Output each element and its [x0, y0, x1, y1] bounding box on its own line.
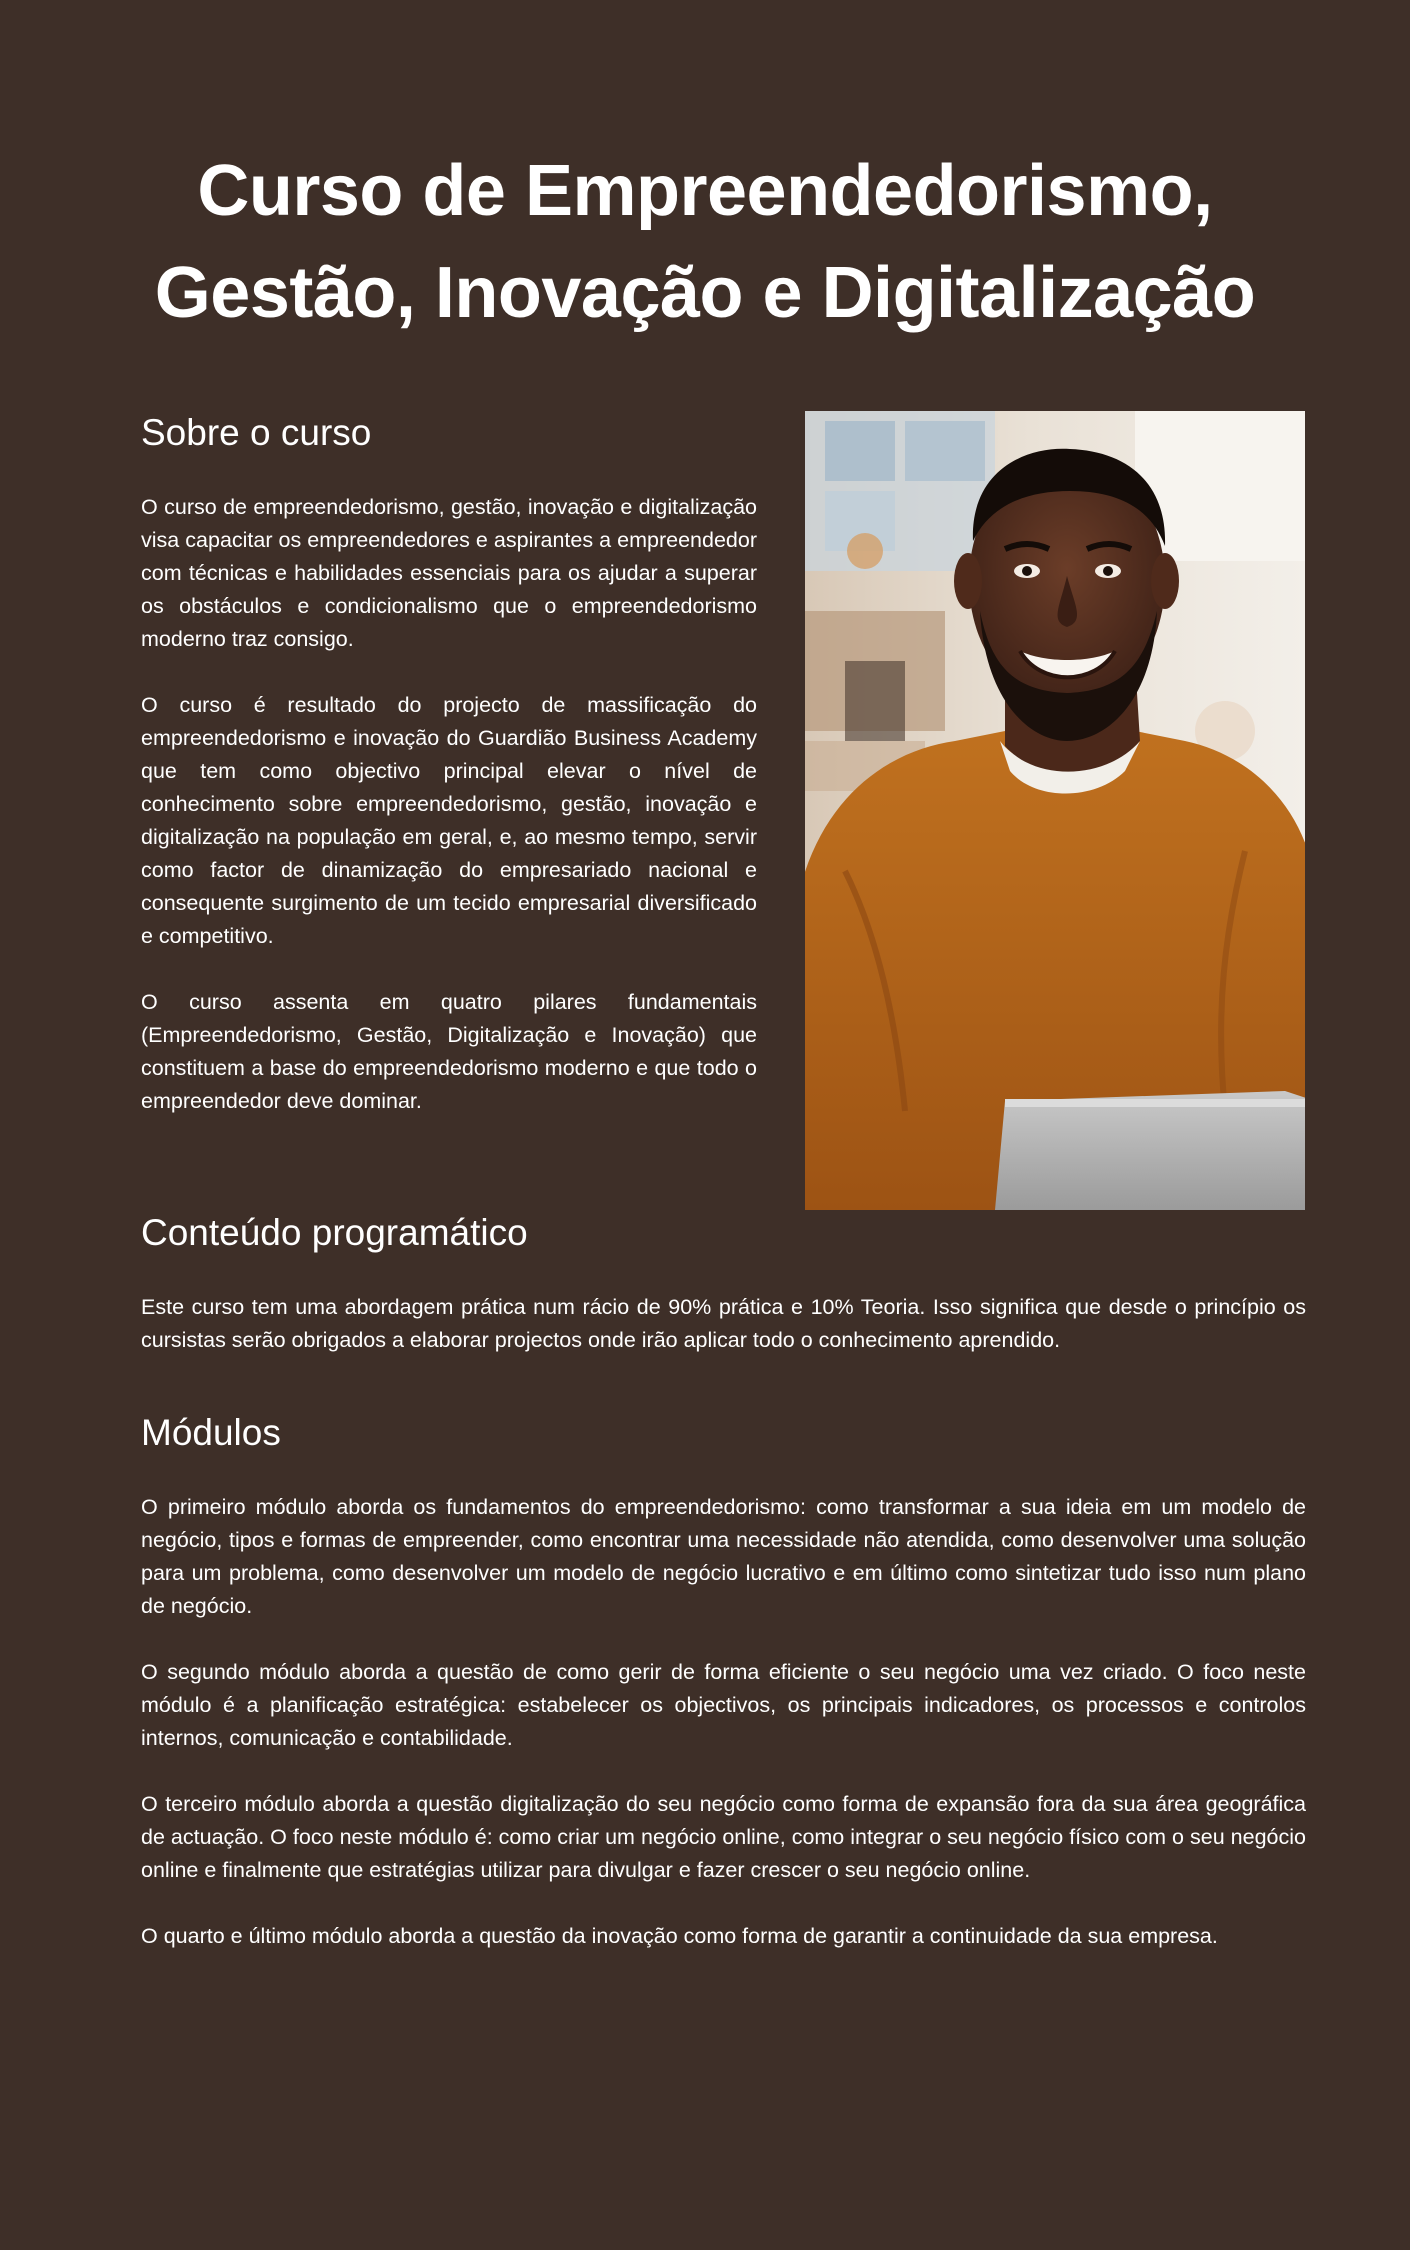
page-title-line-2: Gestão, Inovação e Digitalização — [154, 253, 1256, 333]
module-paragraph-4: O quarto e último módulo aborda a questão da inovação como forma de garantir a continuidade da sua empresa. — [141, 1924, 1218, 1948]
module-paragraph-2: O segundo módulo aborda a questão de como gerir de forma eficiente o seu negócio uma vez criado. O foco neste módulo é a planificação estratégica: estabelecer os objectivos, os principais indicadores, os processos e controlos internos, comunicação e contabilidade. — [141, 1660, 1306, 1750]
page-title-line-1: Curso de Empreendedorismo, — [197, 151, 1213, 231]
module-paragraph-3: O terceiro módulo aborda a questão digitalização do seu negócio como forma de expansão fora da sua área geográfica de actuação. O foco neste módulo é: como criar um negócio online, como integrar o seu negócio físico com o seu negócio online e finalmente que estratégias utilizar para divulgar e fazer crescer o seu negócio online. — [141, 1792, 1306, 1882]
page-title — [90, 140, 1320, 344]
about-paragraph-3: O curso assenta em quatro pilares fundamentais (Empreendedorismo, Gestão, Digitalização e Inovação) que constituem a base do empreendedorismo moderno e que todo o empreendedor deve dominar. — [141, 990, 757, 1113]
module-paragraph-1: O primeiro módulo aborda os fundamentos do empreendedorismo: como transformar a sua ideia em um modelo de negócio, tipos e formas de empreender, como encontrar uma necessidade não atendida, como desenvolver uma solução para um problema, como desenvolver um modelo de negócio lucrativo e em último como sintetizar tudo isso num plano de negócio. — [141, 1495, 1306, 1618]
about-text — [141, 491, 757, 1151]
course-photo — [805, 411, 1305, 1210]
modules-text — [141, 1491, 1306, 1986]
modules-heading: Módulos — [141, 1412, 281, 1453]
about-heading: Sobre o curso — [141, 412, 372, 453]
program-paragraph: Este curso tem uma abordagem prática num rácio de 90% prática e 10% Teoria. Isso significa que desde o princípio os cursistas serão obrigados a elaborar projectos onde irão aplicar todo o conhecimento aprendido. — [141, 1295, 1306, 1352]
about-paragraph-1: O curso de empreendedorismo, gestão, inovação e digitalização visa capacitar os empreendedores e aspirantes a empreendedor com técnicas e habilidades essenciais para os ajudar a superar os obstáculos e condicionalismo que o empreendedorismo moderno traz consigo. — [141, 495, 757, 651]
about-paragraph-2: O curso é resultado do projecto de massificação do empreendedorismo e inovação do Guardião Business Academy que tem como objectivo principal elevar o nível de conhecimento sobre empreendedorismo, gestão, inovação e digitalização na população em geral, e, ao mesmo tempo, servir como factor de dinamização do empresariado nacional e consequente surgimento de um tecido empresarial diversificado e competitivo. — [141, 693, 757, 948]
program-text — [141, 1291, 1306, 1390]
program-heading: Conteúdo programático — [141, 1212, 528, 1253]
